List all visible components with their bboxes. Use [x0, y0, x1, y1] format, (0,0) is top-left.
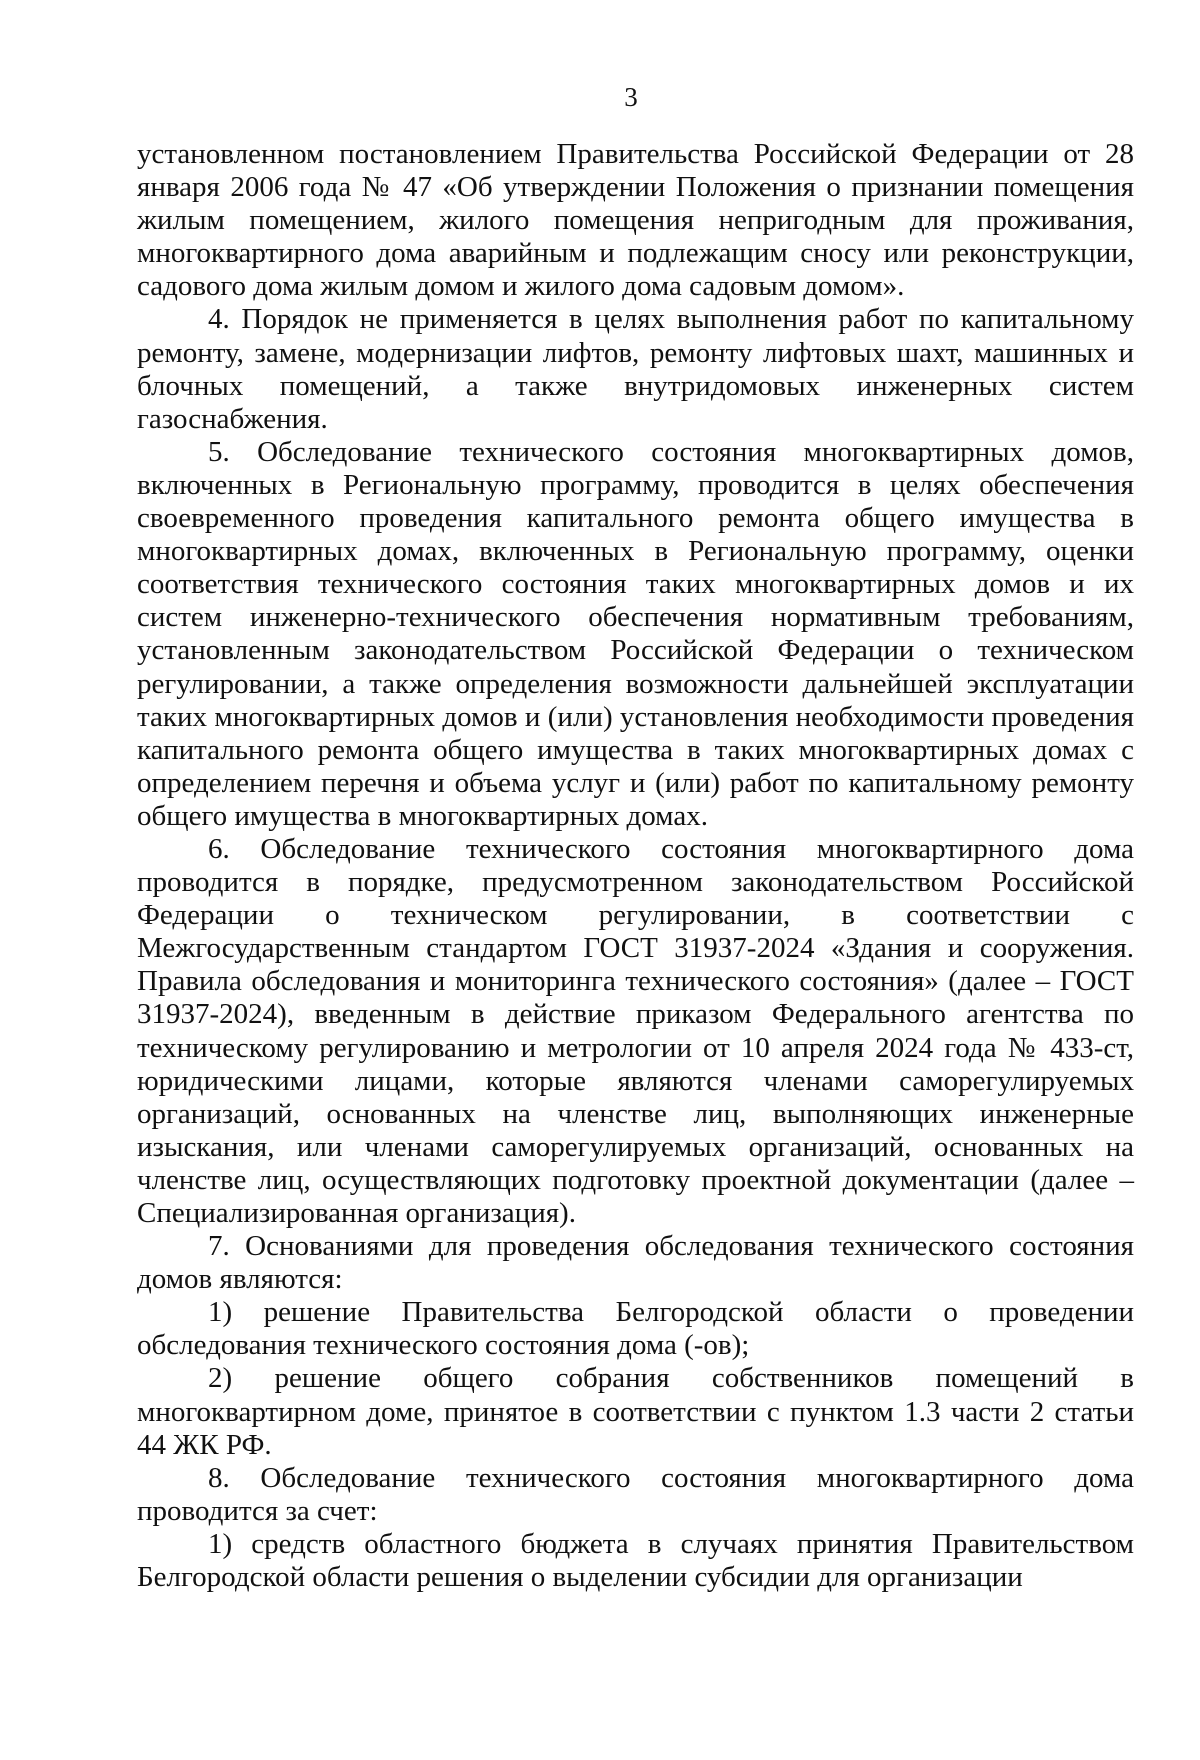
- page-number: 3: [624, 82, 638, 112]
- paragraph-continuation: установленном постановлением Правительства Российской Федерации от 28 января 2006 года № 47 «Об утверждении Положения о признании помещения жилым помещением, жилого помещения непригодным для проживания, многоквартирного дома аварийным и подлежащим сносу или реконструкции, садового дома жилым домом и жилого дома садовым домом».: [137, 138, 1134, 303]
- paragraph-8: 8. Обследование технического состояния многоквартирного дома проводится за счет:: [137, 1461, 1134, 1527]
- paragraph-6: 6. Обследование технического состояния многоквартирного дома проводится в порядке, предусмотренном законодательством Российской Федерации о техническом регулировании, в соответствии с Межгосударственным стандартом ГОСТ 31937-2024 «Здания и сооружения. Правила обследования и мониторинга технического состояния» (далее – ГОСТ 31937-2024), введенным в действие приказом Федерального агентства по техническому регулированию и метрологии от 10 апреля 2024 года № 433-ст, юридическими лицами, которые являются членами саморегулируемых организаций, основанных на членстве лиц, выполняющих инженерные изыскания, или членами саморегулируемых организаций, основанных на членстве лиц, осуществляющих подготовку проектной документации (далее – Специализированная организация).: [137, 832, 1134, 1229]
- paragraph-7-item-1: 1) решение Правительства Белгородской области о проведении обследования технического состояния дома (-ов);: [137, 1296, 1134, 1362]
- paragraph-4: 4. Порядок не применяется в целях выполнения работ по капитальному ремонту, замене, модернизации лифтов, ремонту лифтовых шахт, машинных и блочных помещений, а также внутридомовых инженерных систем газоснабжения.: [137, 303, 1134, 435]
- paragraph-7-item-2: 2) решение общего собрания собственников помещений в многоквартирном доме, принятое в соответствии с пунктом 1.3 части 2 статьи 44 ЖК РФ.: [137, 1362, 1134, 1461]
- document-body: [137, 138, 1134, 1594]
- paragraph-5: 5. Обследование технического состояния многоквартирных домов, включенных в Региональную программу, проводится в целях обеспечения своевременного проведения капитального ремонта общего имущества в многоквартирных домах, включенных в Региональную программу, оценки соответствия технического состояния таких многоквартирных домов и их систем инженерно-технического обеспечения нормативным требованиям, установленным законодательством Российской Федерации о техническом регулировании, а также определения возможности дальнейшей эксплуатации таких многоквартирных домов и (или) установления необходимости проведения капитального ремонта общего имущества в таких многоквартирных домах с определением перечня и объема услуг и (или) работ по капитальному ремонту общего имущества в многоквартирных домах.: [137, 435, 1134, 832]
- paragraph-8-item-1: 1) средств областного бюджета в случаях принятия Правительством Белгородской области решения о выделении субсидии для организации: [137, 1527, 1134, 1594]
- paragraph-7: 7. Основаниями для проведения обследования технического состояния домов являются:: [137, 1230, 1134, 1296]
